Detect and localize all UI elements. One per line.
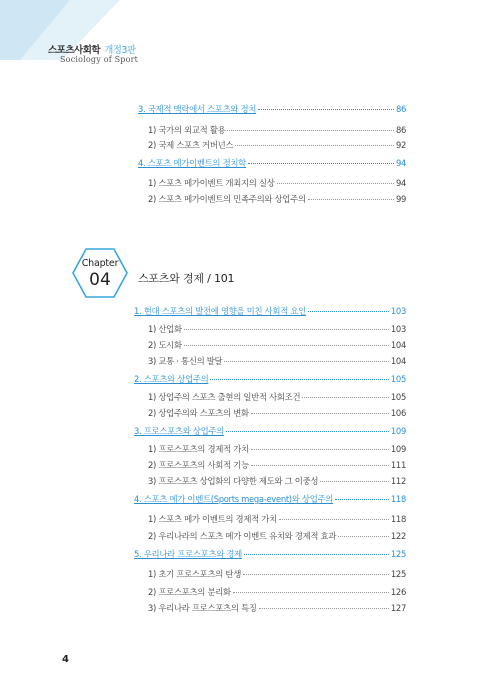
toc-leader — [302, 396, 389, 398]
toc-leader — [338, 535, 389, 537]
toc-leader — [277, 182, 394, 184]
toc-entry[interactable] — [148, 443, 406, 455]
toc-leader — [184, 328, 389, 330]
toc-entry-page: 109 — [390, 426, 406, 436]
toc-entry-page: 106 — [390, 408, 406, 418]
book-title-text: 스포츠사회학 — [48, 45, 101, 56]
toc-entry[interactable] — [138, 157, 406, 169]
toc-entry-title: 1) 프로스포츠의 경제적 가치 — [148, 444, 249, 454]
toc-entry[interactable] — [134, 373, 406, 385]
toc-leader — [227, 129, 394, 131]
toc-entry-page: 104 — [390, 356, 406, 366]
toc-entry-page: 109 — [390, 444, 406, 454]
toc-entry[interactable] — [148, 339, 406, 351]
toc-entry-title: 2) 상업주의와 스포츠의 변화 — [148, 408, 249, 418]
toc-entry-page: 126 — [390, 587, 406, 597]
edition-label: 개정3판 — [104, 45, 136, 56]
toc-entry-title: 1) 스포츠 메가이벤트 개최지의 실상 — [148, 178, 275, 188]
toc-leader — [251, 448, 389, 450]
toc-leader — [233, 591, 389, 593]
toc-leader — [251, 412, 389, 414]
toc-entry-title: 3) 우리나라 프로스포츠의 특징 — [148, 603, 257, 613]
toc-entry[interactable] — [148, 407, 406, 419]
toc-entry-title: 2) 스포츠 메가이벤트의 민족주의와 상업주의 — [148, 194, 306, 204]
toc-entry-page: 125 — [390, 549, 406, 559]
toc-entry[interactable] — [148, 193, 406, 205]
toc-entry-title: 4. 스포츠 메가 이벤트(Sports mega-event)와 상업주의 — [134, 494, 334, 504]
toc-entry-title: 4. 스포츠 메가이벤트의 정치학 — [138, 158, 246, 168]
toc-entry[interactable] — [148, 355, 406, 367]
toc-entry[interactable] — [148, 139, 406, 151]
toc-entry[interactable] — [134, 425, 406, 437]
toc-entry-page: 86 — [395, 104, 406, 114]
toc-entry-page: 111 — [390, 460, 406, 470]
toc-entry[interactable] — [148, 323, 406, 335]
toc-leader — [308, 198, 394, 200]
toc-entry-title: 2) 프로스포츠의 분리화 — [148, 587, 231, 597]
toc-entry[interactable] — [148, 177, 406, 189]
toc-entry-page: 118 — [390, 494, 406, 504]
toc-entry-page: 112 — [390, 476, 406, 486]
toc-entry[interactable] — [148, 513, 406, 525]
toc-entry-title: 2) 국제 스포츠 거버넌스 — [148, 140, 234, 150]
toc-entry-title: 1) 상업주의 스포츠 출현의 일반적 사회조건 — [148, 392, 301, 402]
toc-leader — [279, 518, 389, 520]
toc-entry-page: 125 — [390, 569, 406, 579]
toc-leader — [251, 464, 389, 466]
toc-entry[interactable] — [148, 475, 406, 487]
chapter-label: Chapter — [81, 258, 119, 269]
toc-entry-page: 103 — [390, 324, 406, 334]
toc-entry-title: 5. 우리나라 프로스포츠와 경제 — [134, 549, 242, 559]
toc-entry-page: 92 — [395, 140, 406, 150]
toc-entry-title: 2) 프로스포츠의 사회적 기능 — [148, 460, 249, 470]
toc-entry-title: 2) 도시화 — [148, 340, 182, 350]
toc-entry[interactable] — [138, 103, 406, 115]
toc-leader — [335, 498, 389, 500]
toc-leader — [308, 310, 389, 312]
toc-entry[interactable] — [148, 459, 406, 471]
toc-entry-page: 118 — [390, 514, 406, 524]
toc-entry-page: 122 — [390, 531, 406, 541]
toc-leader — [258, 108, 394, 110]
toc-entry[interactable] — [148, 530, 406, 542]
toc-entry-title: 3) 프로스포츠 상업화의 다양한 제도와 그 이중성 — [148, 476, 319, 486]
toc-leader — [210, 378, 388, 380]
toc-entry-page: 104 — [390, 340, 406, 350]
toc-leader — [224, 360, 389, 362]
toc-leader — [226, 430, 389, 432]
toc-entry[interactable] — [134, 305, 406, 317]
toc-entry-page: 86 — [395, 125, 406, 135]
toc-entry-page: 94 — [395, 178, 406, 188]
toc-entry-title: 1) 초기 프로스포츠의 탄생 — [148, 569, 241, 579]
toc-leader — [184, 344, 389, 346]
toc-leader — [248, 162, 394, 164]
toc-entry-title: 3. 프로스포츠와 상업주의 — [134, 426, 225, 436]
toc-leader — [235, 144, 394, 146]
page-number: 4 — [62, 654, 69, 665]
toc-leader — [244, 553, 389, 555]
toc-entry-title: 1. 현대 스포츠의 발전에 영향을 미친 사회적 요인 — [134, 306, 306, 316]
toc-entry-title: 1) 산업화 — [148, 324, 182, 334]
toc-entry-page: 105 — [390, 374, 406, 384]
toc-entry-page: 94 — [395, 158, 406, 168]
toc-entry-title: 1) 국가의 외교적 활용 — [148, 125, 226, 135]
toc-entry-page: 105 — [390, 392, 406, 402]
toc-entry-page: 99 — [395, 194, 406, 204]
toc-entry[interactable] — [134, 493, 406, 505]
chapter-title[interactable]: 스포츠와 경제 / 101 — [138, 272, 235, 285]
toc-entry[interactable] — [148, 124, 406, 136]
toc-leader — [320, 480, 389, 482]
toc-leader — [259, 607, 389, 609]
toc-entry-page: 103 — [390, 306, 406, 316]
toc-entry[interactable] — [148, 568, 406, 580]
toc-entry-title: 2. 스포츠와 상업주의 — [134, 374, 209, 384]
book-subtitle: Sociology of Sport — [60, 55, 139, 64]
toc-entry[interactable] — [134, 548, 406, 560]
toc-entry[interactable] — [148, 586, 406, 598]
toc-entry-page: 127 — [390, 603, 406, 613]
toc-entry[interactable] — [148, 602, 406, 614]
chapter-number: 04 — [89, 270, 111, 290]
toc-entry[interactable] — [148, 391, 406, 403]
toc-entry-title: 3. 국제적 맥락에서 스포츠와 정치 — [138, 104, 257, 114]
toc-entry-title: 2) 우리나라의 스포츠 메가 이벤트 유치와 경제적 효과 — [148, 531, 337, 541]
toc-entry-title: 1) 스포츠 메가 이벤트의 경제적 가치 — [148, 514, 277, 524]
toc-entry-title: 3) 교통 · 통신의 발달 — [148, 356, 223, 366]
toc-leader — [243, 573, 389, 575]
book-title — [48, 42, 136, 56]
